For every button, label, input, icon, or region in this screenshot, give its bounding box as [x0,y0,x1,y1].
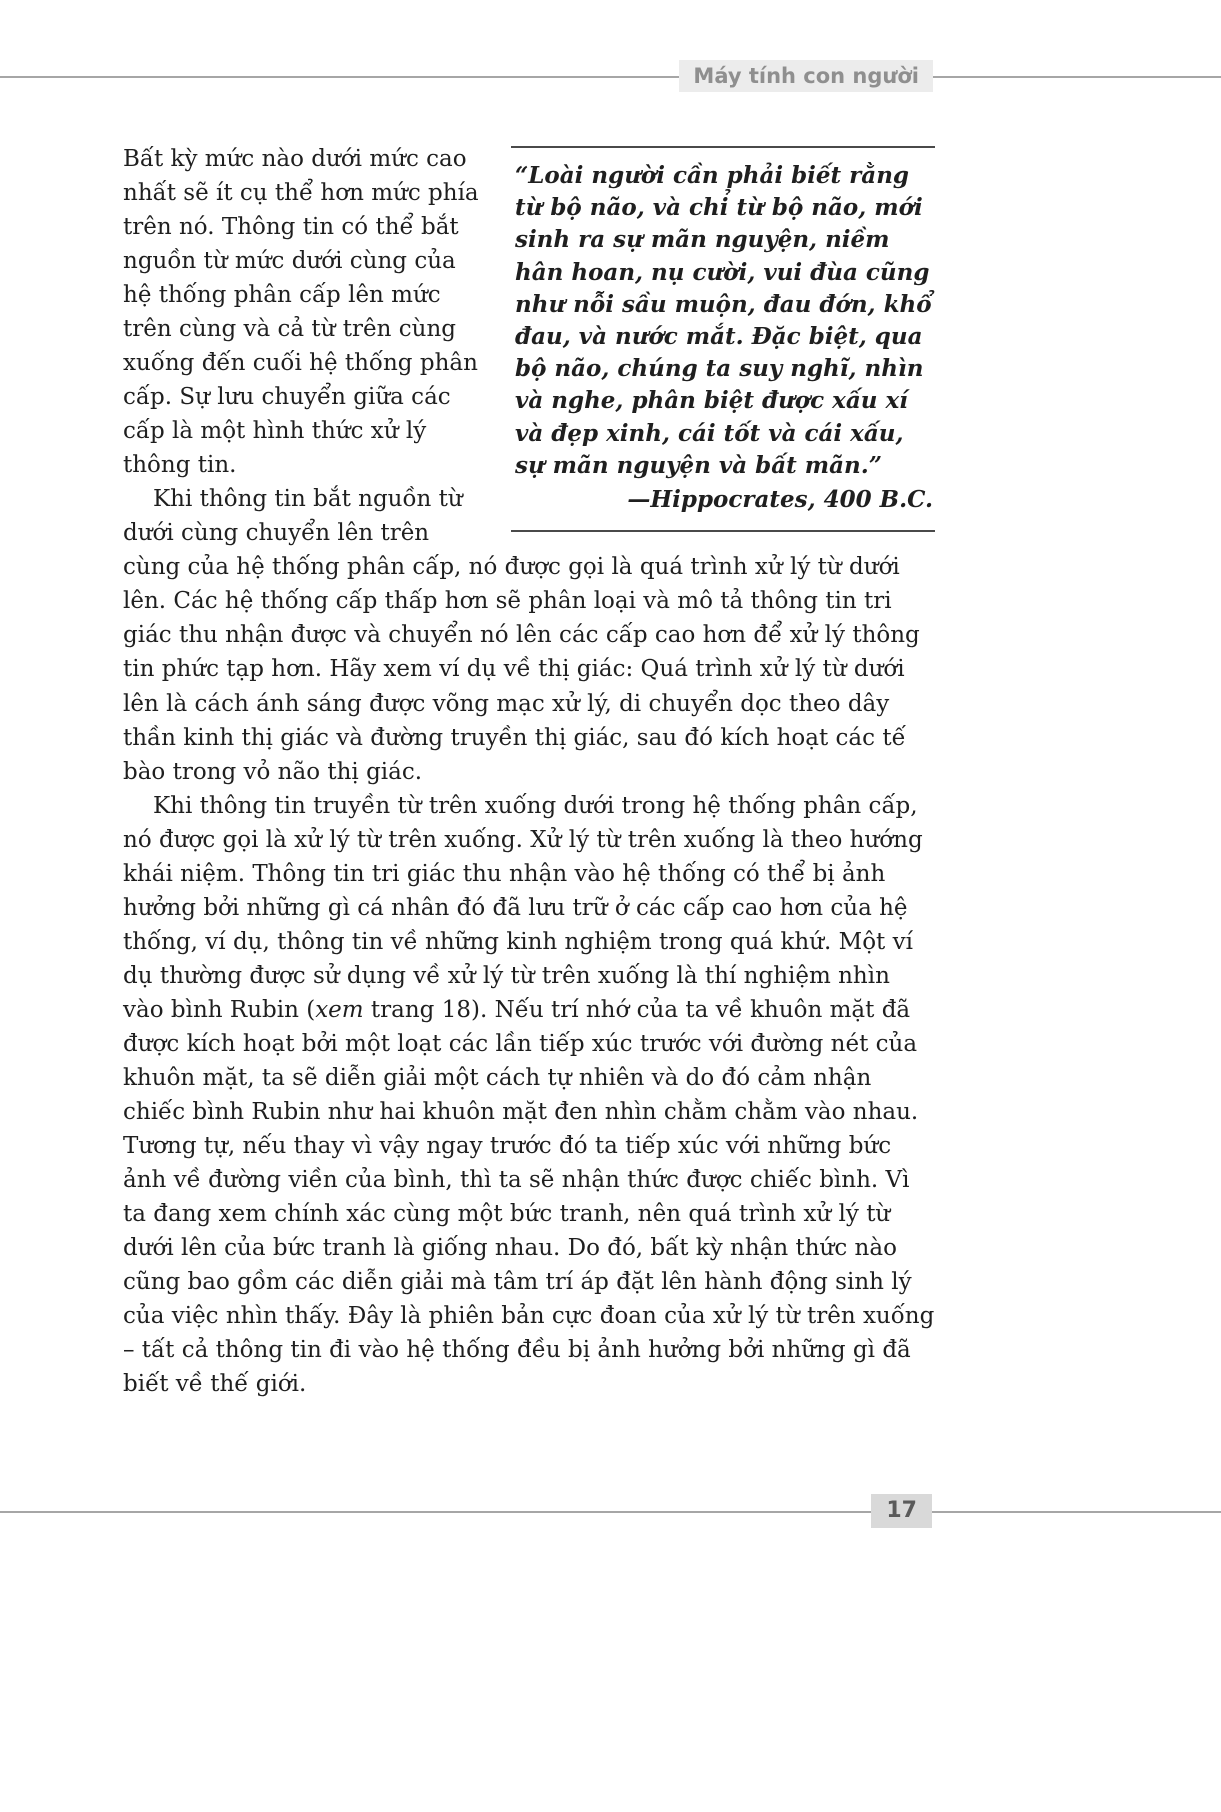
quote-attribution: —Hippocrates, 400 B.C. [627,485,933,513]
page-footer [0,1494,1221,1530]
running-head-title: Máy tính con người [679,60,933,92]
text-run: Khi thông tin truyền từ trên xuống dưới trong hệ thống phân cấp, nó được gọi là xử lý từ trên xuống. Xử lý từ trên xuống là theo hướng khái niệm. Thông tin tri giác thu nhận vào hệ thống có thể bị ảnh hưởng bởi những gì cá nhân đó đã lưu trữ ở các cấp cao hơn của hệ thống, ví dụ, thông tin về những kinh nghiệm trong quá khứ. Một ví dụ thường được sử dụng về xử lý từ trên xuống là thí nghiệm nhìn vào bình Rubin ( [123,792,923,1023]
text-run: trang 18). Nếu trí nhớ của ta về khuôn mặt đã được kích hoạt bởi một loạt các lần tiếp xúc trước với đường nét của khuôn mặt, ta sẽ diễn giải một cách tự nhiên và do đó cảm nhận chiếc bình Rubin như hai khuôn mặt đen nhìn chằm chằm vào nhau. Tương tự, nếu thay vì vậy ngay trước đó ta tiếp xúc với những bức ảnh về đường viền của bình, thì ta sẽ nhận thức được chiếc bình. Vì ta đang xem chính xác cùng một bức tranh, nên quá trình xử lý từ dưới lên của bức tranh là giống nhau. Do đó, bất kỳ nhận thức nào cũng bao gồm các diễn giải mà tâm trí áp đặt lên hành động sinh lý của việc nhìn thấy. Đây là phiên bản cực đoan của xử lý từ trên xuống – tất cả thông tin đi vào hệ thống đều bị ảnh hưởng bởi những gì đã biết về thế giới. [123,996,935,1398]
page-header [0,60,1221,92]
quote-box [511,146,935,532]
text-run: Bất kỳ mức nào dưới mức cao nhất sẽ ít cụ thể hơn mức phía trên nó. Thông tin có thể bắt nguồn từ mức dưới cùng của hệ thống phân cấp lên mức trên cùng và cả từ trên cùng xuống đến cuối hệ thống phân cấp. Sự lưu chuyển giữa các cấp là một hình thức xử lý thông tin. [123,146,479,479]
paragraph [123,789,935,1402]
quote-text: “Loài người cần phải biết rằng từ bộ não, và chỉ từ bộ não, mới sinh ra sự mãn nguyện, niềm hân hoan, nụ cười, vui đùa cũng như nỗi sầu muộn, đau đớn, khổ đau, và nước mắt. Đặc biệt, qua bộ não, chúng ta suy nghĩ, nhìn và nghe, phân biệt được xấu xí và đẹp xinh, cái tốt và cái xấu, sự mãn nguyện và bất mãn.” [515,162,932,479]
page-content [123,142,935,1401]
italic-text-run: xem [315,996,364,1023]
text-run: Khi thông tin bắt nguồn từ dưới cùng chuyển lên trên cùng của hệ thống phân cấp, nó được gọi là quá trình xử lý từ dưới lên. Các hệ thống cấp thấp hơn sẽ phân loại và mô tả thông tin tri giác thu nhận được và chuyển nó lên các cấp cao hơn để xử lý thông tin phức tạp hơn. Hãy xem ví dụ về thị giác: Quá trình xử lý từ dưới lên là cách ánh sáng được võng mạc xử lý, di chuyển dọc theo dây thần kinh thị giác và đường truyền thị giác, sau đó kích hoạt các tế bào trong vỏ não thị giác. [123,486,920,785]
footer-rule [0,1511,1221,1513]
header-rule [0,76,1221,78]
page-number: 17 [871,1494,932,1528]
